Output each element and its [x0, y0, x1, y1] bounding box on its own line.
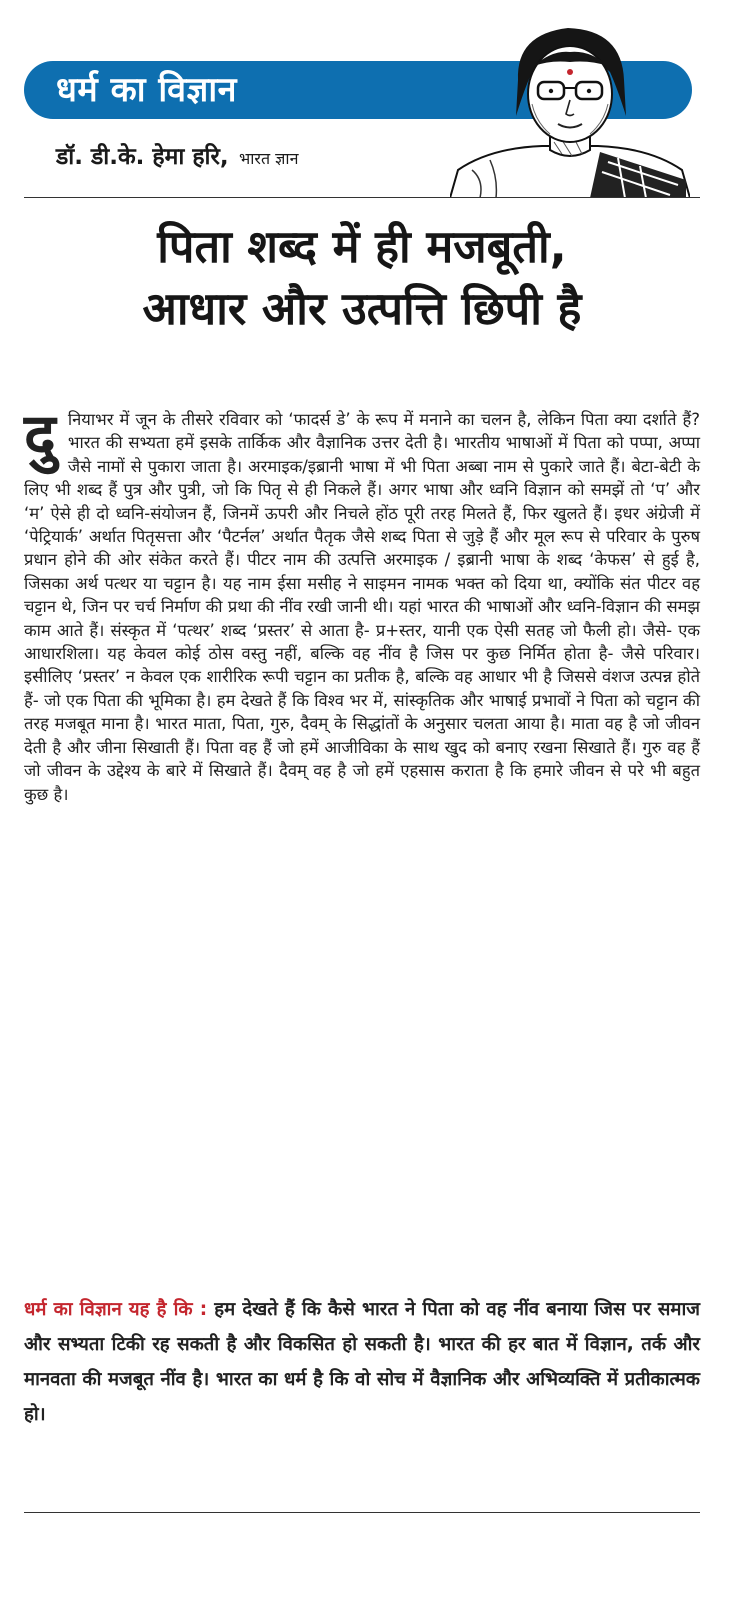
- article-body: [24, 401, 700, 806]
- article-text: नियाभर में जून के तीसरे रविवार को ‘फादर्स डे’ के रूप में मनाने का चलन है, लेकिन पिता क्या दर्शाते हैं? भारत की सभ्यता हमें इसके तार्किक और वैज्ञानिक उत्तर देती है। भारतीय भाषाओं में पिता को पप्पा, अप्पा जैसे नामों से पुकारा जाता है। अरमाइक/इब्रानी भाषा में भी पिता अब्बा नाम से पुकारे जाते हैं। बेटा-बेटी के लिए भी शब्द हैं पुत्र और पुत्री, जो कि पितृ से ही निकले हैं। अगर भाषा और ध्वनि विज्ञान को समझें तो ‘प’ और ‘म’ ऐसे ही दो ध्वनि-संयोजन हैं, जिनमें ऊपरी और निचले होंठ पूरी तरह मिलते हैं, फिर खुलते हैं। इधर अंग्रेजी में ‘पेट्रियार्क’ अर्थात पितृसत्ता और ‘पैटर्नल’ अर्थात पैतृक जैसे शब्द पिता से जुड़े हैं और मूल रूप से परिवार के पुरुष प्रधान होने की ओर संकेत करते हैं। पीटर नाम की उत्पत्ति अरमाइक / इब्रानी भाषा के शब्द ‘केफस’ से हुई है, जिसका अर्थ पत्थर या चट्टान है। यह नाम ईसा मसीह ने साइमन नामक भक्त को दिया था, क्योंकि संत पीटर वह चट्टान थे, जिन पर चर्च निर्माण की प्रथा की नींव रखी जानी थी। यहां भारत की भाषाओं और ध्वनि-विज्ञान की समझ काम आते हैं। संस्कृत में ‘पत्थर’ शब्द ‘प्रस्तर’ से आता है- प्र+स्तर, यानी एक ऐसी सतह जो फैली हो। जैसे- एक आधारशिला। यह केवल कोई ठोस वस्तु नहीं, बल्कि वह नींव है जिस पर कुछ निर्मित होता है- जैसे परिवार। इसीलिए ‘प्रस्तर’ न केवल एक शारीरिक रूपी चट्टान का प्रतीक है, बल्कि वह आधार भी है जिससे वंशज उत्पन्न होते हैं- जो एक पिता की भूमिका है। हम देखते हैं कि विश्व भर में, सांस्कृतिक और भाषाई प्रभावों ने पिता को चट्टान की तरह मजबूत माना है। भारत माता, पिता, गुरु, दैवम् के सिद्धांतों के अनुसार चलता आया है। माता वह है जो जीवन देती है और जीना सिखाती हैं। पिता वह हैं जो हमें आजीविका के साथ खुद को बनाए रखना सिखाते हैं। गुरु वह हैं जो जीवन के उद्देश्य के बारे में सिखाते हैं। दैवम् वह है जो हमें एहसास कराता है कि हमारे जीवन से परे भी बहुत कुछ है।: [24, 410, 700, 804]
- headline: [24, 216, 700, 340]
- headline-line-2: आधार और उत्पत्ति छिपी है: [142, 282, 582, 335]
- conclusion-paragraph: [24, 1292, 700, 1432]
- author-organization: भारत ज्ञान: [239, 149, 299, 168]
- conclusion-lead: धर्म का विज्ञान यह है कि :: [24, 1299, 208, 1320]
- author-byline: [56, 142, 298, 174]
- top-rule: [24, 197, 700, 198]
- column-name: धर्म का विज्ञान: [56, 70, 238, 110]
- drop-cap: दु: [24, 401, 56, 471]
- portrait-bindi: [567, 69, 573, 75]
- headline-line-1: पिता शब्द में ही मजबूती,: [157, 220, 567, 273]
- conclusion-text: हम देखते हैं कि कैसे भारत ने पिता को वह नींव बनाया जिस पर समाज और सभ्यता टिकी रह सकती है और विकसित हो सकती है। भारत की हर बात में विज्ञान, तर्क और मानवता की मजबूत नींव है। भारत का धर्म है कि वो सोच में वैज्ञानिक और अभिव्यक्ति में प्रतीकात्मक हो।: [24, 1299, 700, 1425]
- bottom-rule: [24, 1512, 700, 1513]
- author-portrait: [450, 20, 690, 198]
- author-name: डॉ. डी.के. हेमा हरि,: [56, 144, 229, 170]
